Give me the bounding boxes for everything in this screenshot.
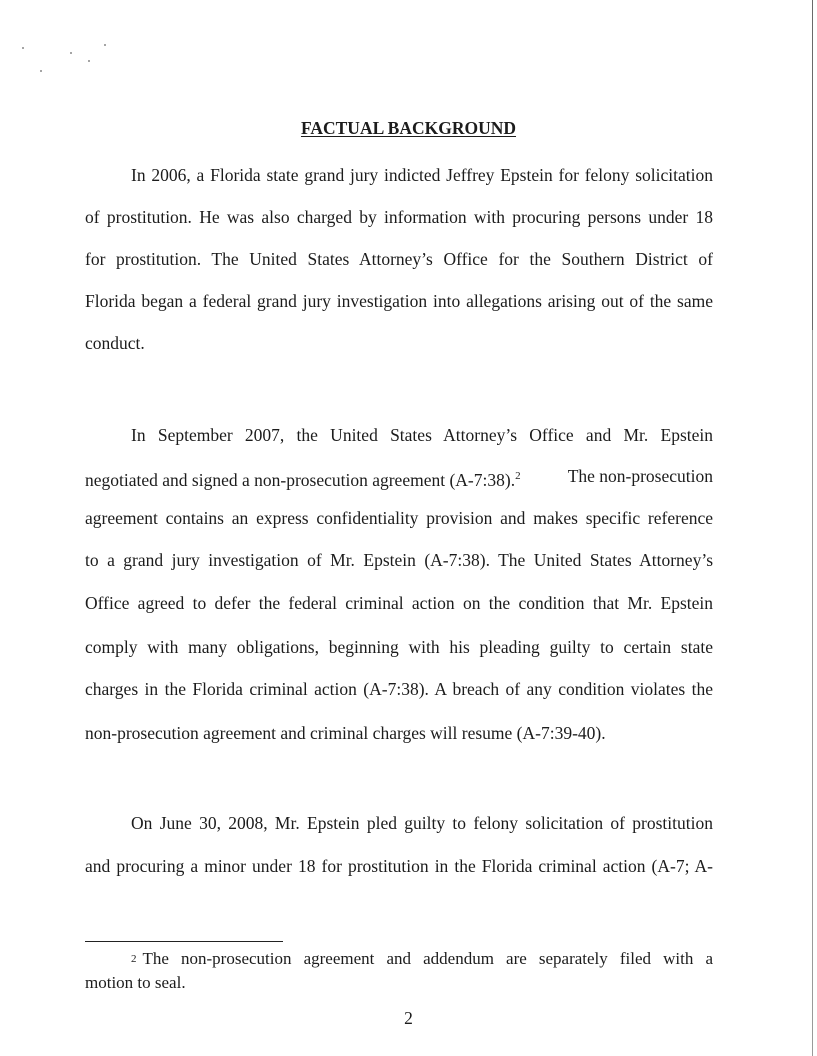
text-line: [85, 465, 713, 491]
text-line: In September 2007, the United States Attorney’s Office and Mr. Epstein: [131, 425, 713, 445]
scan-speck: [104, 44, 106, 46]
footnote-line: motion to seal.: [85, 973, 186, 992]
text-line: Office agreed to defer the federal criminal action on the condition that Mr. Epstein: [85, 593, 713, 613]
text-line-start: [85, 465, 521, 491]
text-line: and procuring a minor under 18 for prostitution in the Florida criminal action (A-7; A-: [85, 856, 713, 876]
text-line: On June 30, 2008, Mr. Epstein pled guilty to felony solicitation of prostitution: [131, 813, 713, 833]
section-heading: FACTUAL BACKGROUND: [300, 118, 517, 138]
footnote-separator: [85, 941, 283, 942]
scan-speck: [88, 60, 90, 62]
text-line: non-prosecution agreement and criminal charges will resume (A-7:39-40).: [85, 723, 606, 743]
text-line: Florida began a federal grand jury investigation into allegations arising out of the same: [85, 291, 713, 311]
text-line: comply with many obligations, beginning with his pleading guilty to certain state: [85, 637, 713, 657]
footnote-line: [131, 948, 713, 975]
text-line-end: The non-prosecution: [567, 466, 713, 486]
scan-edge-line: [812, 0, 813, 330]
text-line: to a grand jury investigation of Mr. Epstein (A-7:38). The United States Attorney’s: [85, 550, 713, 570]
scan-speck: [40, 70, 42, 72]
scan-speck: [70, 52, 72, 54]
text-line: for prostitution. The United States Attorney’s Office for the Southern District of: [85, 249, 713, 269]
footnote-number: 2: [131, 953, 137, 965]
footnote-reference: 2: [515, 470, 521, 482]
page-number: 2: [404, 1008, 413, 1028]
footnote-text: The non-prosecution agreement and addendum are separately filed with a: [142, 949, 713, 968]
text-line: agreement contains an express confidentiality provision and makes specific reference: [85, 508, 713, 528]
scan-edge-line-lower: [812, 330, 813, 1056]
text-line: charges in the Florida criminal action (A-7:38). A breach of any condition violates the: [85, 679, 713, 699]
footnote-marker: [131, 948, 137, 975]
text-line: In 2006, a Florida state grand jury indicted Jeffrey Epstein for felony solicitation: [131, 165, 713, 185]
line-text: negotiated and signed a non-prosecution agreement (A-7:38).: [85, 470, 516, 490]
text-line: of prostitution. He was also charged by information with procuring persons under 18: [85, 207, 713, 227]
text-line: conduct.: [85, 333, 145, 353]
scan-speck: [22, 47, 24, 49]
